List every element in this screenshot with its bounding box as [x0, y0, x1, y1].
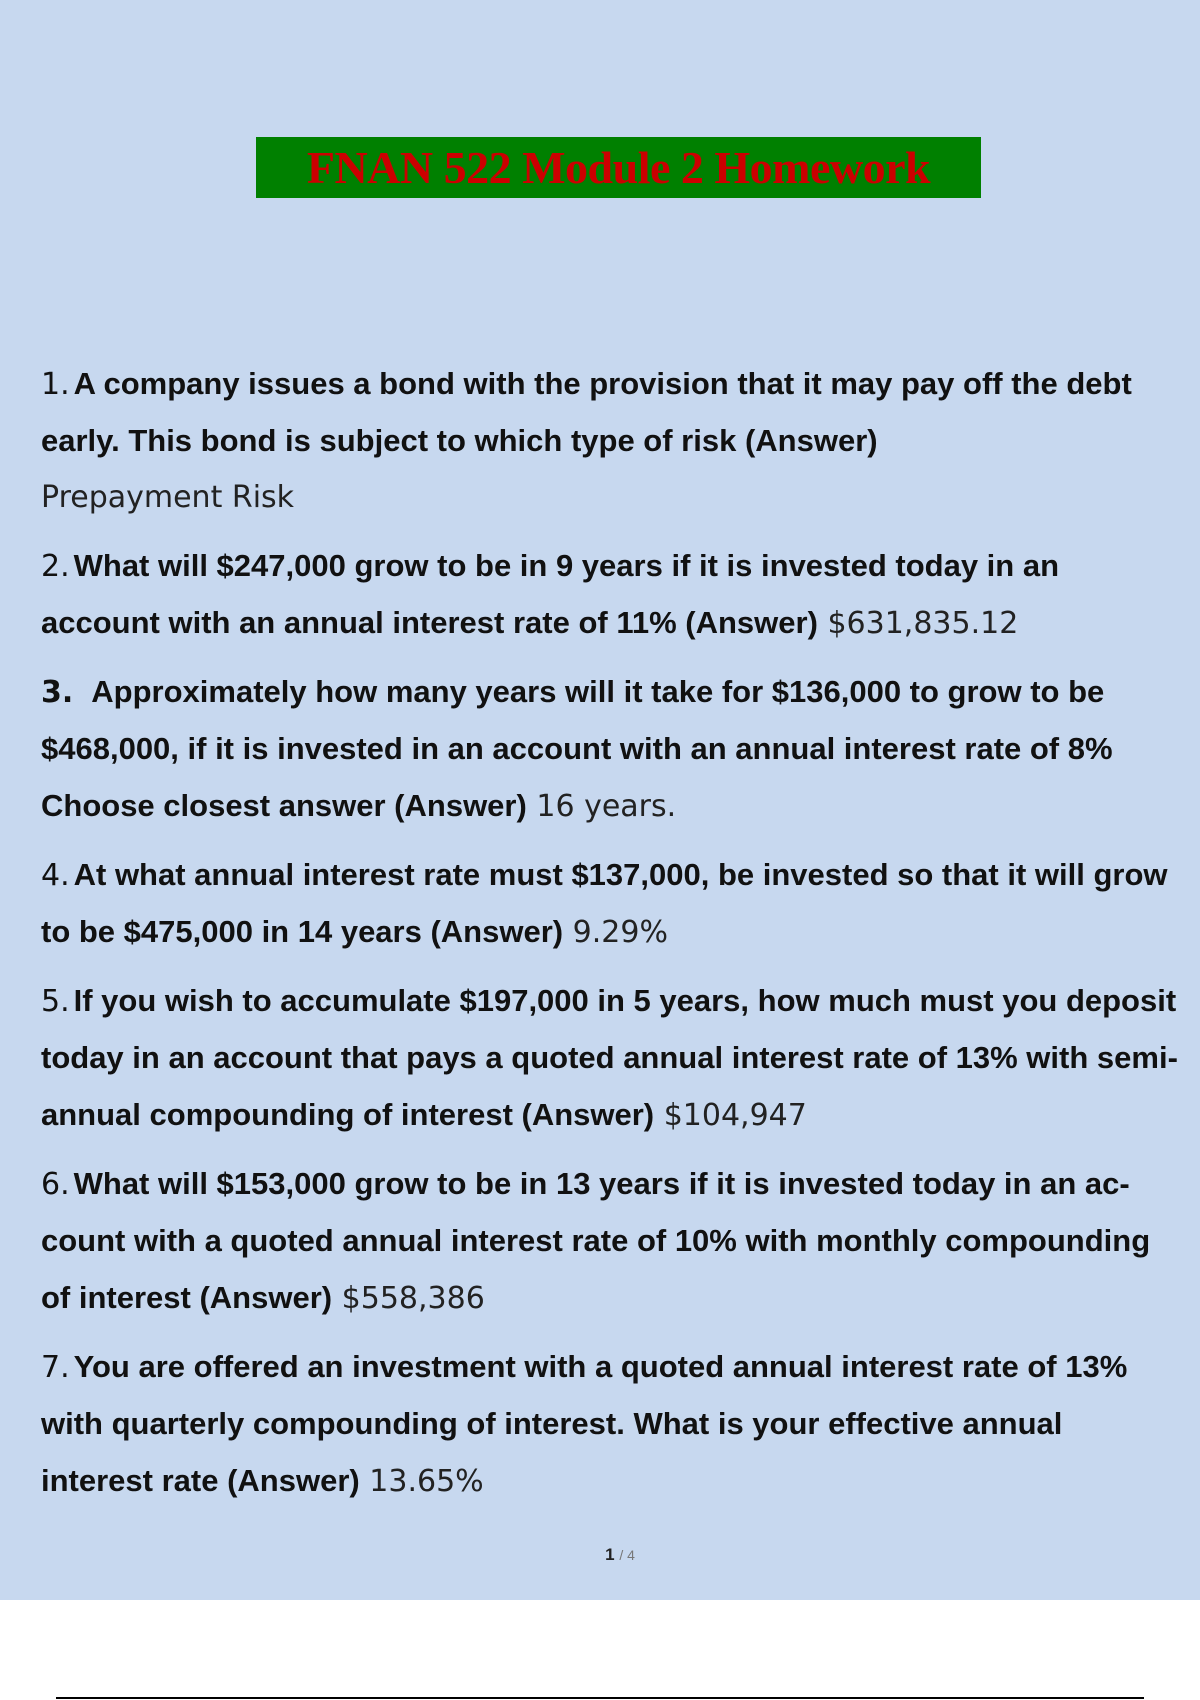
- page-indicator: [0, 1545, 1200, 1565]
- answer-text: Prepayment Risk: [41, 480, 295, 515]
- current-page: 1: [605, 1545, 615, 1564]
- answer-text: 9.29%: [572, 915, 668, 950]
- question-number: 7.: [41, 1350, 70, 1385]
- title-banner: [256, 137, 981, 198]
- question-number: 1.: [41, 367, 70, 402]
- bottom-divider: [56, 1697, 1144, 1699]
- answer-text: 13.65%: [369, 1464, 484, 1499]
- question-item: [41, 664, 1181, 835]
- question-text: At what annual interest rate must $137,000, be invested so that it will grow to be $475,000 in 14 years (Answer): [41, 857, 1168, 949]
- question-text: What will $153,000 grow to be in 13 years if it is invested today in an ac- count with a quoted annual interest rate of 10% with monthly compounding of interest (Answer): [41, 1166, 1151, 1315]
- question-number: 5.: [41, 984, 70, 1019]
- page-title: FNAN 522 Module 2 Homework: [306, 142, 931, 193]
- question-number: 3.: [41, 675, 74, 710]
- question-item: [41, 538, 1181, 652]
- question-number: 6.: [41, 1167, 70, 1202]
- question-item: [41, 847, 1181, 961]
- question-text: If you wish to accumulate $197,000 in 5 years, how much must you deposit today in an account that pays a quoted annual interest rate of 13% with semi-annual compounding of interest (Answer): [41, 983, 1178, 1132]
- question-item: [41, 356, 1181, 526]
- question-number: 4.: [41, 858, 70, 893]
- question-item: [41, 1339, 1181, 1510]
- question-item: [41, 973, 1181, 1144]
- question-number: 2.: [41, 549, 70, 584]
- question-text: Approximately how many years will it take for $136,000 to grow to be $468,000, if it is invested in an account with an annual interest rate of 8% Choose closest answer (Answer): [41, 674, 1113, 823]
- question-text: You are offered an investment with a quoted annual interest rate of 13% with quarterly compounding of interest. What is your effective annual interest rate (Answer): [41, 1349, 1128, 1498]
- answer-text: $631,835.12: [827, 606, 1019, 641]
- answer-text: $558,386: [341, 1281, 485, 1316]
- question-text: What will $247,000 grow to be in 9 years if it is invested today in an account with an annual interest rate of 11% (Answer): [41, 548, 1060, 640]
- answer-text: $104,947: [663, 1098, 807, 1133]
- question-text: A company issues a bond with the provision that it may pay off the debt early. This bond is subject to which type of risk (Answer): [41, 366, 1132, 458]
- total-pages: / 4: [619, 1547, 635, 1563]
- question-item: [41, 1156, 1181, 1327]
- question-list: [41, 356, 1181, 1522]
- answer-text: 16 years.: [536, 789, 677, 824]
